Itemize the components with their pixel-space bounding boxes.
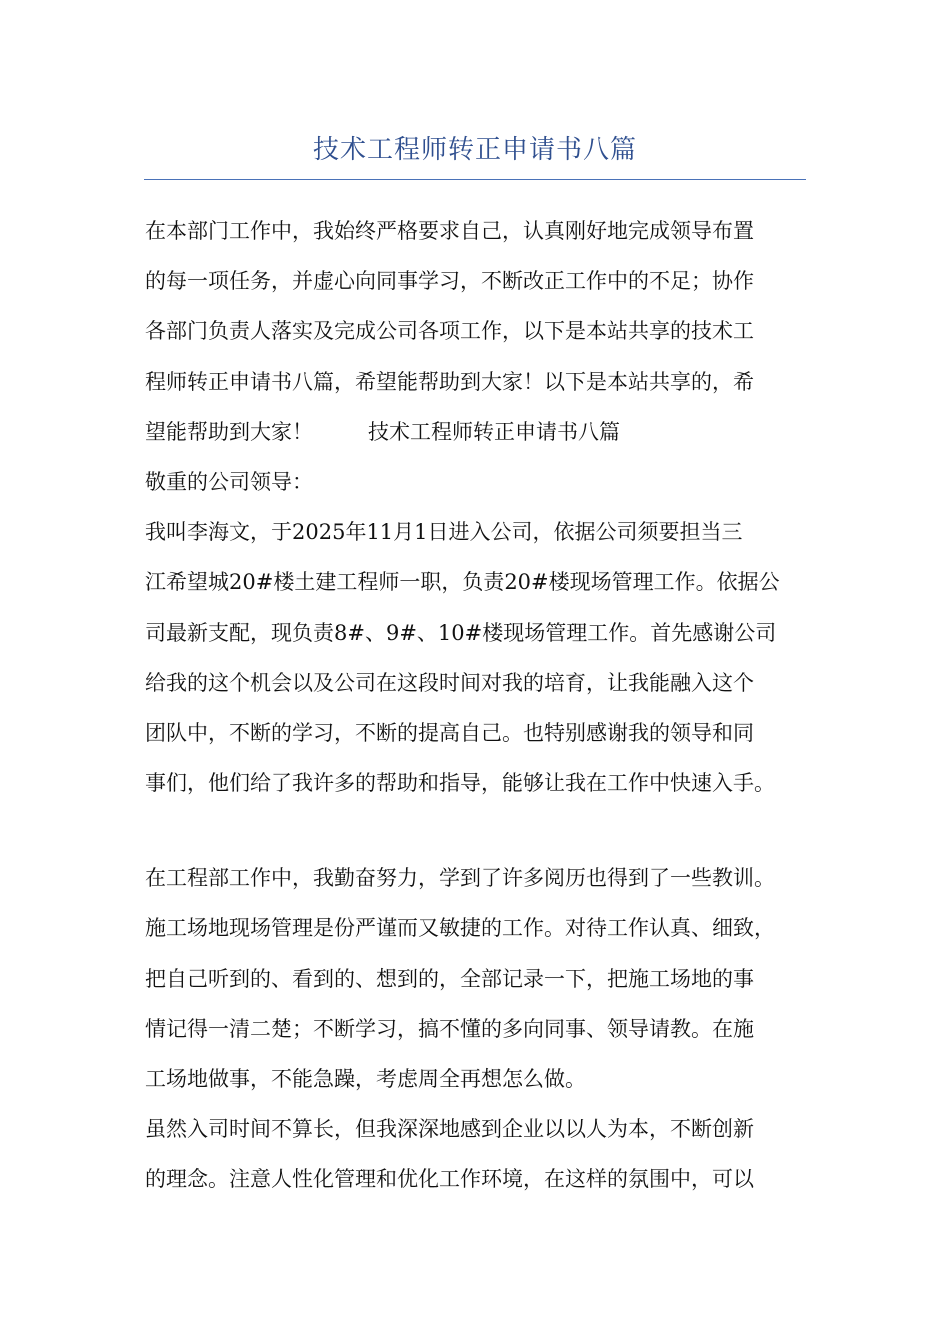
body-line: 事们，他们给了我许多的帮助和指导，能够让我在工作中快速入手。	[145, 771, 775, 796]
body-line: 虽然入司时间不算长，但我深深地感到企业以以人为本，不断创新	[145, 1117, 754, 1142]
intro-last-line: 望能帮助到大家！	[145, 419, 313, 444]
body-line	[145, 407, 807, 457]
body-line: 团队中，不断的学习，不断的提高自己。也特别感谢我的领导和同	[145, 720, 754, 745]
body-line: 程师转正申请书八篇，希望能帮助到大家！以下是本站共享的，希	[145, 369, 754, 394]
body-line: 的理念。注意人性化管理和优化工作环境，在这样的氛围中，可以	[145, 1167, 754, 1192]
body-line: 司最新支配，现负责8#、9#、10#楼现场管理工作。首先感谢公司	[145, 620, 777, 645]
body-line: 工场地做事，不能急躁，考虑周全再想怎么做。	[145, 1067, 586, 1091]
body-line: 我叫李海文，于2025年11月1日进入公司，依据公司须要担当三	[145, 520, 743, 545]
body-line: 给我的这个机会以及公司在这段时间对我的培育，让我能融入这个	[145, 670, 754, 695]
salutation: 敬重的公司领导：	[145, 469, 313, 494]
body-line: 的每一项任务，并虚心向同事学习，不断改正工作中的不足；协作	[145, 269, 754, 294]
title-underline	[144, 179, 806, 180]
document-body	[145, 206, 807, 1205]
intro-inline-title: 技术工程师转正申请书八篇	[368, 419, 620, 444]
document-title: 技术工程师转正申请书八篇	[312, 135, 637, 165]
body-line: 江希望城20#楼土建工程师一职，负责20#楼现场管理工作。依据公	[145, 570, 780, 595]
body-line: 在工程部工作中，我勤奋努力，学到了许多阅历也得到了一些教训。	[145, 866, 775, 891]
body-line: 把自己听到的、看到的、想到的，全部记录一下，把施工场地的事	[145, 966, 754, 991]
body-line: 情记得一清二楚；不断学习，搞不懂的多向同事、领导请教。在施	[145, 1016, 754, 1041]
body-line: 各部门负责人落实及完成公司各项工作，以下是本站共享的技术工	[145, 319, 754, 344]
paragraph-gap	[145, 808, 807, 853]
body-line: 在本部门工作中，我始终严格要求自己，认真刚好地完成领导布置	[145, 219, 754, 243]
body-line: 施工场地现场管理是份严谨而又敏捷的工作。对待工作认真、细致，	[145, 916, 775, 941]
